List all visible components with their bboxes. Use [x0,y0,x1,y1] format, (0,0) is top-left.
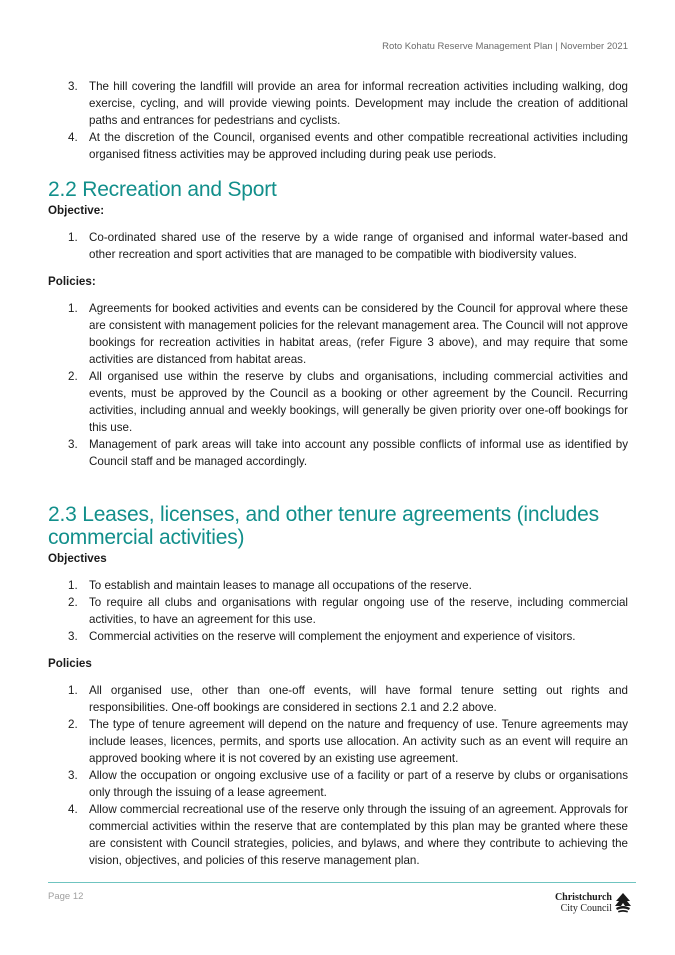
list-item: 2. All organised use within the reserve by clubs and organisations, including commercial activities and events, must be approved by the Council as a booking or other agreement by the Council. Recurring activities, including annual and weekly bookings, will generally be given priority over one-off bookings for this use. [68,370,628,434]
page-number: Page 12 [48,891,84,902]
logo-line-2: City Council [560,903,612,914]
page-content [48,78,628,869]
list-item: 4. Allow commercial recreational use of the reserve only through the issuing of an agreement. Approvals for commercial activities within the reserve that are contemplated by this plan may be granted where these are consistent with Council strategies, policies, and bylaws, and where they contribute to achieving the vision, objectives, and policies of this reserve management plan. [68,803,628,867]
list-item: 2. To require all clubs and organisations with regular ongoing use of the reserve, including commercial activities, to have an agreement for this use. [68,596,628,626]
section-heading-2-2: 2.2 Recreation and Sport [48,178,277,201]
list-item: 3. Allow the occupation or ongoing exclusive use of a facility or part of a reserve by clubs or organisations only through the issuing of a lease agreement. [68,769,628,799]
list-item: 1. All organised use, other than one-off events, will have formal tenure setting out rights and responsibilities. One-off bookings are considered in sections 2.1 and 2.2 above. [68,684,628,714]
objectives-list [48,577,628,645]
list-item: 3. The hill covering the landfill will provide an area for informal recreation activities including walking, dog exercise, cycling, and will provide viewing points. Development may include the creation of additional paths and entrances for pedestrians and cyclists. [68,80,628,127]
logo-line-1: Christchurch [554,892,612,903]
running-header: Roto Kohatu Reserve Management Plan | November 2021 [382,41,628,52]
policies-label: Policies: [48,275,96,288]
logo-wordmark [555,892,612,914]
list-item: 3. Management of park areas will take into account any possible conflicts of informal use as identified by Council staff and be managed accordingly. [68,438,628,468]
council-logo [546,891,636,919]
footer-divider [48,882,636,883]
list-item: 1. Agreements for booked activities and events can be considered by the Council for approval where these are consistent with management policies for the relevant management area. The Council will not approve bookings for recreation activities in habitat areas, (refer Figure 3 above), and may require that some activities are distanced from habitat areas. [68,302,628,366]
list-item: 3. Commercial activities on the reserve will complement the enjoyment and experience of visitors. [68,630,576,643]
section-heading-2-3: 2.3 Leases, licenses, and other tenure agreements (includes commercial activities) [48,503,599,549]
list-item: 1. Co-ordinated shared use of the reserve by a wide range of organised and informal water-based and other recreation and sport activities that are managed to be compatible with biodiversity values. [68,231,628,261]
continued-list [48,78,628,163]
objectives-list [48,229,628,263]
list-item: 4. At the discretion of the Council, organised events and other compatible recreational activities including organised fitness activities may be approved including during peak use periods. [68,131,628,161]
objective-label: Objective: [48,204,105,217]
policies-list [48,300,628,470]
objectives-label: Objectives [48,552,107,565]
list-item: 1. To establish and maintain leases to manage all occupations of the reserve. [68,579,472,592]
list-item: 2. The type of tenure agreement will depend on the nature and frequency of use. Tenure agreements may include leases, licences, permits, and sports use allocation. An activity such as an event will require an approved booking where it is not covered by an existing use agreement. [68,718,628,765]
policies-list [48,682,628,869]
christchurch-city-council-emblem-icon [613,892,633,914]
policies-label: Policies [48,657,92,670]
